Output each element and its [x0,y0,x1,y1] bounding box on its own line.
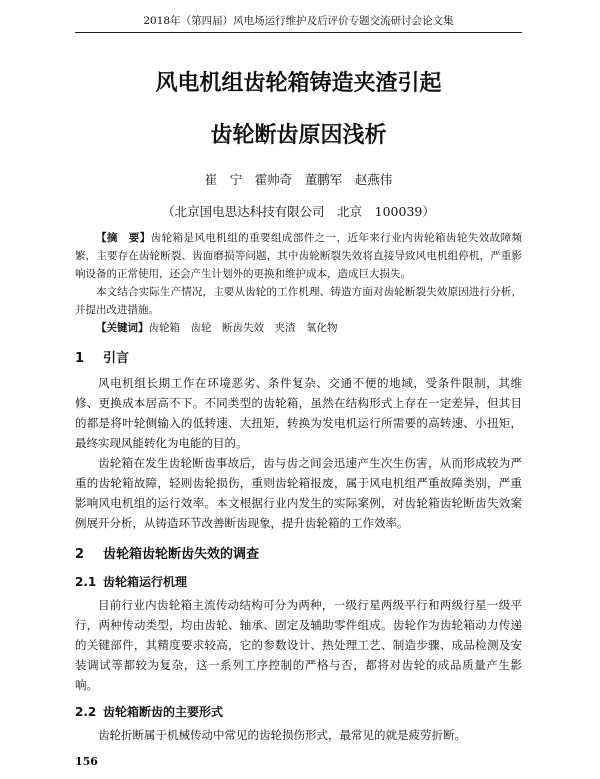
authors: 崔 宁 霍帅奇 董鹏军 赵燕伟 [204,172,393,187]
header-rule [75,32,522,33]
section-heading-1 [75,349,522,369]
subsection-number: 2.1 [75,575,97,589]
abstract-text: 齿轮箱是风电机组的重要组成部件之一，近年来行业内齿轮箱齿轮失效故障频繁，主要存在齿轮断裂、齿面磨损等问题，其中齿轮断裂失效将直接导致风电机组停机，严重影响设备的正常使用，还会产生计划外的更换和维护成本，造成巨大损失。 [75,232,522,280]
subsection-heading-2-1 [75,573,522,591]
running-header: 2018年（第四届）风电场运行维护及后评价专题交流研讨会论文集 [143,15,454,27]
subsection-title: 齿轮箱断齿的主要形式 [103,705,224,719]
body-paragraph: 目前行业内齿轮箱主流传动结构可分为两种，一级行星两级平行和两级行星一级平行，两种传动类型，均由齿轮、轴承、固定及辅助零件组成。齿轮作为齿轮箱动力传递的关键部件，其精度要求较高，它的参数设计、热处理工艺、制造步骤、成品检测及安装调试等都较为复杂，这一系列工序控制的严格与否，都将对齿轮的成品质量产生影响。 [75,598,522,692]
abstract-label: 【摘 要】 [96,232,151,244]
keywords-line [75,319,522,337]
abstract-paragraph [75,229,522,283]
abstract-block [75,229,522,337]
body-paragraph: 风电机组长期工作在环境恶劣、条件复杂、交通不便的地域，受条件限制，其维修、更换成本居高不下。不同类型的齿轮箱，虽然在结构形式上存在一定差异，但其目的都是将叶轮侧输入的低转速、大扭矩，转换为发电机运行所需要的高转速、小扭矩，最终实现风能转化为电能的目的。 [75,376,522,450]
subsection-title: 齿轮箱运行机理 [103,575,188,589]
subsection-heading-2-2 [75,703,522,721]
section-number: 2 [75,547,85,562]
section-title: 引言 [103,351,130,366]
body-paragraph: 齿轮折断属于机械传动中常见的齿轮损伤形式，最常见的就是疲劳折断。 [98,728,466,742]
paper-title-line-2: 齿轮断齿原因浅析 [210,123,387,148]
section-title: 齿轮箱齿轮断齿失效的调查 [103,547,260,562]
keywords-label: 【关键词】 [96,322,149,334]
abstract-paragraph-2: 本文结合实际生产情况，主要从齿轮的工作机理、铸造方面对齿轮断裂失效原因进行分析，并提出改进措施。 [75,286,522,316]
section-heading-2 [75,545,522,565]
affiliation: （北京国电思达科技有限公司 北京 100039） [162,204,435,219]
paper-title-line-1: 风电机组齿轮箱铸造夹渣引起 [155,71,442,96]
subsection-number: 2.2 [75,705,97,719]
keywords: 齿轮箱 齿轮 断齿失效 夹渣 氧化物 [148,322,338,334]
section-1-body [75,373,522,533]
subsection-2-2-body [75,725,522,745]
page-number: 156 [75,755,98,768]
body-paragraph: 齿轮箱在发生齿轮断齿事故后，齿与齿之间会迅速产生次生伤害，从而形成较为严重的齿轮箱故障，轻则齿轮损伤，重则齿轮箱报废，属于风电机组严重故障类别，严重影响风电机组的运行效率。本文根据行业内发生的实际案例，对齿轮箱齿轮断齿失效案例展开分析，从铸造环节改善断齿现象，提升齿轮箱的工作效率。 [75,456,522,530]
subsection-2-1-body [75,595,522,695]
section-number: 1 [75,351,85,366]
